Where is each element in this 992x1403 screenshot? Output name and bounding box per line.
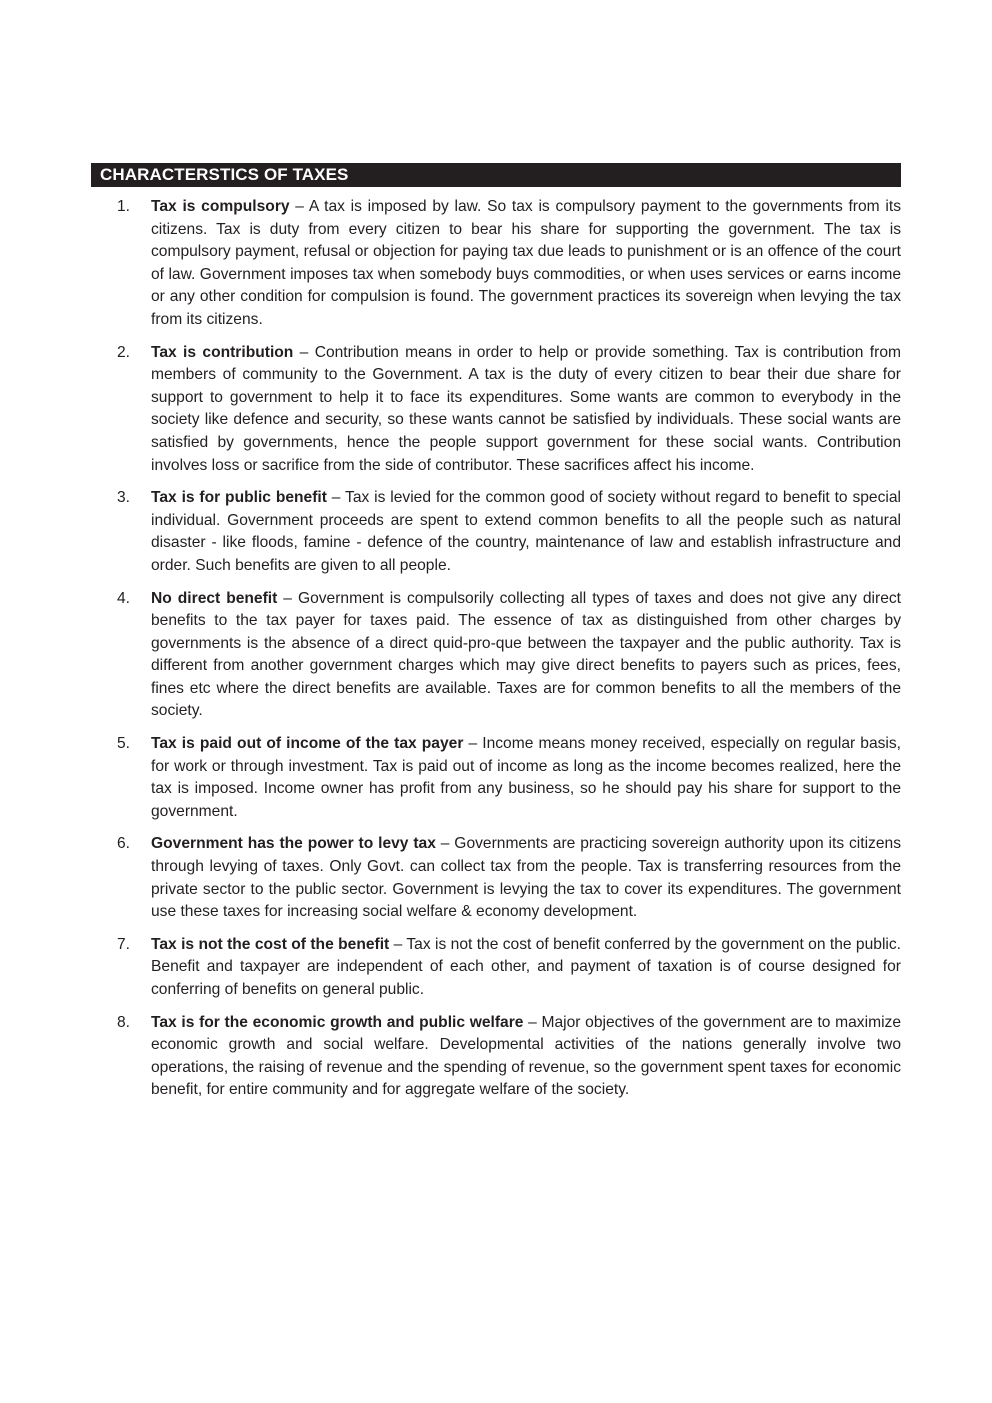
item-number: 5. bbox=[117, 735, 131, 753]
item-title: Tax is not the cost of the benefit bbox=[151, 935, 390, 953]
item-body bbox=[151, 196, 901, 332]
item-text: – Governments are practicing sovereign authority upon its citizens through levying of taxes. Only Govt. can collect tax from the people. Tax is transferring resources from the private sector to the public sector. Government is levying the tax to cover its expenditures. The government use these taxes for increasing social welfare & economy development. bbox=[151, 835, 902, 921]
item-body bbox=[151, 934, 901, 1002]
list-item bbox=[0, 342, 992, 478]
item-number: 3. bbox=[117, 489, 131, 507]
item-title: Tax is compulsory bbox=[151, 198, 290, 215]
list-item bbox=[0, 733, 992, 823]
item-text: – Major objectives of the government are to maximize economic growth and social welfare. Developmental activities of the nations generally involve two operations, the raising of revenue and the spending of revenue, so the government spent taxes for economic benefit, for entire community and for aggregate welfare of the society. bbox=[151, 1013, 901, 1099]
section-heading-bar bbox=[91, 163, 901, 187]
item-title: Tax is paid out of income of the tax payer bbox=[151, 735, 464, 753]
item-text: – Income means money received, especially on regular basis, for work or through investment. Tax is paid out of income as long as the income becomes realized, here the tax is imposed. Income owner has profit from any business, so he should pay his share for support to the government. bbox=[151, 735, 902, 820]
item-number: 1. bbox=[117, 198, 131, 215]
item-title: Tax is for public benefit bbox=[151, 489, 327, 507]
item-number: 6. bbox=[117, 835, 131, 853]
list-item bbox=[0, 487, 992, 577]
item-body bbox=[151, 588, 901, 724]
item-number: 7. bbox=[117, 935, 131, 953]
item-text: – A tax is imposed by law. So tax is compulsory payment to the governments from its citizens. Tax is duty from every citizen to bear his share for supporting the government. The tax is compulsory payment, refusal or objection for paying tax due leads to punishment or is an offence of the court of law. Government imposes tax when somebody buys commodities, or when uses services or earns income or any other condition for compulsion is found. The government practices its sovereign when levying the tax from its citizens. bbox=[151, 198, 901, 328]
list-item bbox=[0, 934, 992, 1002]
item-text: – Contribution means in order to help or provide something. Tax is contribution from members of community to the Government. A tax is the duty of every citizen to bear their due share for support to government to help it to face its expenditures. Some wants are common to everybody in the society like defence and security, so these wants cannot be satisfied by individuals. These social wants are satisfied by governments, hence the people support government for these social wants. Contribution involves loss or sacrifice from the side of contributor. These sacrifices affect his income. bbox=[151, 343, 901, 474]
item-title: Tax is for the economic growth and public welfare bbox=[151, 1013, 524, 1031]
item-text: – Tax is not the cost of benefit conferred by the government on the public. Benefit and taxpayer are independent of each other, and payment of taxation is of course designed for conferring of benefits on general public. bbox=[151, 935, 901, 998]
item-body bbox=[151, 342, 901, 478]
item-body bbox=[151, 833, 901, 923]
item-title: Tax is contribution bbox=[151, 343, 294, 361]
list-item bbox=[0, 588, 992, 724]
item-number: 4. bbox=[117, 589, 131, 607]
item-number: 2. bbox=[117, 343, 131, 361]
item-body bbox=[151, 733, 901, 823]
list-item bbox=[0, 833, 992, 923]
list-item bbox=[0, 1012, 992, 1102]
characteristics-list bbox=[0, 196, 992, 1112]
item-text: – Tax is levied for the common good of society without regard to benefit to special individual. Government proceeds are spent to extend common benefits to all the people such as natural disaster - like floods, famine - defence of the country, maintenance of law and establish infrastructure and order. Such benefits are given to all people. bbox=[151, 489, 901, 574]
item-body bbox=[151, 1012, 901, 1102]
item-title: No direct benefit bbox=[151, 589, 278, 607]
item-text: – Government is compulsorily collecting all types of taxes and does not give any direct benefits to the tax payer for taxes paid. The essence of tax as distinguished from other charges by governments is the absence of a direct quid-pro-que between the taxpayer and the public authority. Tax is different from another government charges which may give direct benefits to payers such as prices, fees, fines etc where the direct benefits are available. Taxes are for common benefits to all the members of the society. bbox=[151, 589, 901, 720]
item-number: 8. bbox=[117, 1013, 131, 1031]
list-item bbox=[0, 196, 992, 332]
item-title: Government has the power to levy tax bbox=[151, 835, 436, 853]
section-heading: CHARACTERSTICS OF TAXES bbox=[100, 165, 349, 184]
item-body bbox=[151, 487, 901, 577]
